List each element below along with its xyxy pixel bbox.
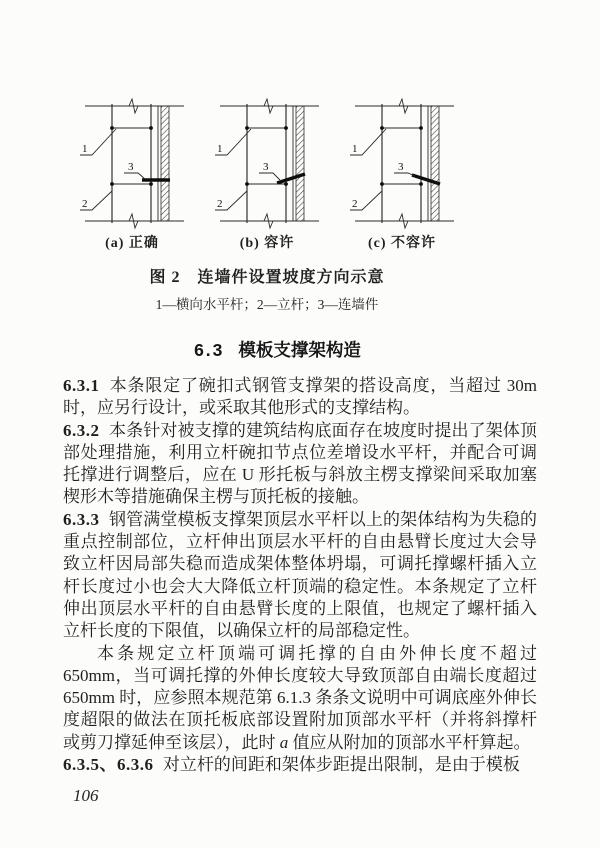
node-dot <box>284 182 288 186</box>
node-dot <box>110 182 114 186</box>
clause-text: 本条针对被支撑的建筑结构底面存在坡度时提出了架体顶部处理措施，利用立杆碗扣节点位差增设水平杆，并配合可调托撑进行调整后，应在 U 形托板与斜放主楞支撑梁间采取加塞楔形木等措施确保主楞与顶托板的接触。 <box>63 420 537 507</box>
clause-number: 6.3.5、6.3.6 <box>63 755 154 775</box>
label-3: 3 <box>262 161 268 173</box>
node-dot <box>245 126 249 130</box>
label-2: 2 <box>216 198 222 210</box>
clause-6-3-2 <box>63 420 537 509</box>
clause-number: 6.3.3 <box>63 509 100 529</box>
wall-tie-diagram-a <box>79 98 186 231</box>
leader-line-3 <box>124 173 145 179</box>
variable-a: a <box>279 732 289 752</box>
clause-text: 值应从附加的顶部水平杆算起。 <box>288 732 531 752</box>
label-1: 1 <box>81 143 87 155</box>
node-dot <box>149 126 153 130</box>
diagram-a-correct <box>79 98 186 252</box>
clause-number: 6.3.2 <box>63 420 100 440</box>
label-2: 2 <box>81 198 87 210</box>
section-heading <box>0 337 555 362</box>
wall-hatch <box>296 106 304 221</box>
clause-6-3-5-6 <box>63 754 537 776</box>
node-dot <box>245 182 249 186</box>
node-dot <box>380 182 384 186</box>
diagram-b-caption: (b) 容许 <box>239 236 295 251</box>
section-number: 6.3 <box>194 340 225 360</box>
figure-title: 图 2 连墙件设置坡度方向示意 <box>149 269 385 286</box>
label-2: 2 <box>351 198 357 210</box>
figure-legend: 1—横向水平杆；2—立杆；3—连墙件 <box>155 297 379 312</box>
diagrams-row <box>0 98 534 252</box>
diagram-c-caption: (c) 不容许 <box>367 236 437 251</box>
wall-tie-diagram-b <box>214 98 321 231</box>
diagram-a-caption: (a) 正确 <box>105 236 159 251</box>
label-3: 3 <box>127 161 133 173</box>
wall-tie-diagram-c <box>349 98 456 231</box>
commentary-text <box>63 375 537 776</box>
wall-hatch <box>161 106 169 221</box>
diagram-b-permitted <box>214 98 321 252</box>
clause-number: 6.3.1 <box>63 376 100 395</box>
clause-text: 本条规定立杆顶端可调托撑的自由外伸长度不超过 650mm，当可调托撑的外伸长度较大导致顶部自由端长度超过 650mm 时，应参照本规范第 6.1.3 条条文说明中可调底座外伸长度超限的做法在顶托板底部设置附加顶部水平杆（并将斜撑杆或剪刀撑延伸至该层），此时 <box>63 643 537 752</box>
node-dot <box>419 126 423 130</box>
clause-text: 钢管满堂模板支撑架顶层水平杆以上的架体结构为失稳的重点控制部位，立杆伸出顶层水平杆的自由悬臂长度过大会导致立杆因局部失稳而造成架体整体坍塌，可调托撑螺杆插入立杆长度过小也会大大降低立杆顶端的稳定性。本条规定了立杆伸出顶层水平杆的自由悬臂长度的上限值，也规定了螺杆插入立杆长度的下限值，以确保立杆的局部稳定性。 <box>63 509 537 641</box>
clause-6-3-3 <box>63 509 537 643</box>
node-dot <box>284 126 288 130</box>
section-title: 模板支撑架构造 <box>238 340 361 360</box>
clause-6-3-1 <box>63 375 537 420</box>
wall-hatch <box>431 106 439 221</box>
clause-text: 本条限定了碗扣式钢管支撑架的搭设高度，当超过 30m 时，应另行设计，或采取其他形式的支撑结构。 <box>63 376 537 418</box>
label-1: 1 <box>351 143 357 155</box>
node-dot <box>419 182 423 186</box>
label-3: 3 <box>397 161 403 173</box>
label-1: 1 <box>216 143 222 155</box>
clause-6-3-4-paragraph <box>63 643 537 754</box>
figure-2-block <box>0 0 534 313</box>
page-number: 106 <box>73 786 99 806</box>
node-dot <box>110 126 114 130</box>
node-dot <box>380 126 384 130</box>
diagram-c-not-permitted <box>349 98 456 252</box>
leader-line-3 <box>259 173 280 180</box>
node-dot <box>149 182 153 186</box>
clause-text: 对立杆的间距和架体步距提出限制，是由于模板 <box>162 755 520 775</box>
